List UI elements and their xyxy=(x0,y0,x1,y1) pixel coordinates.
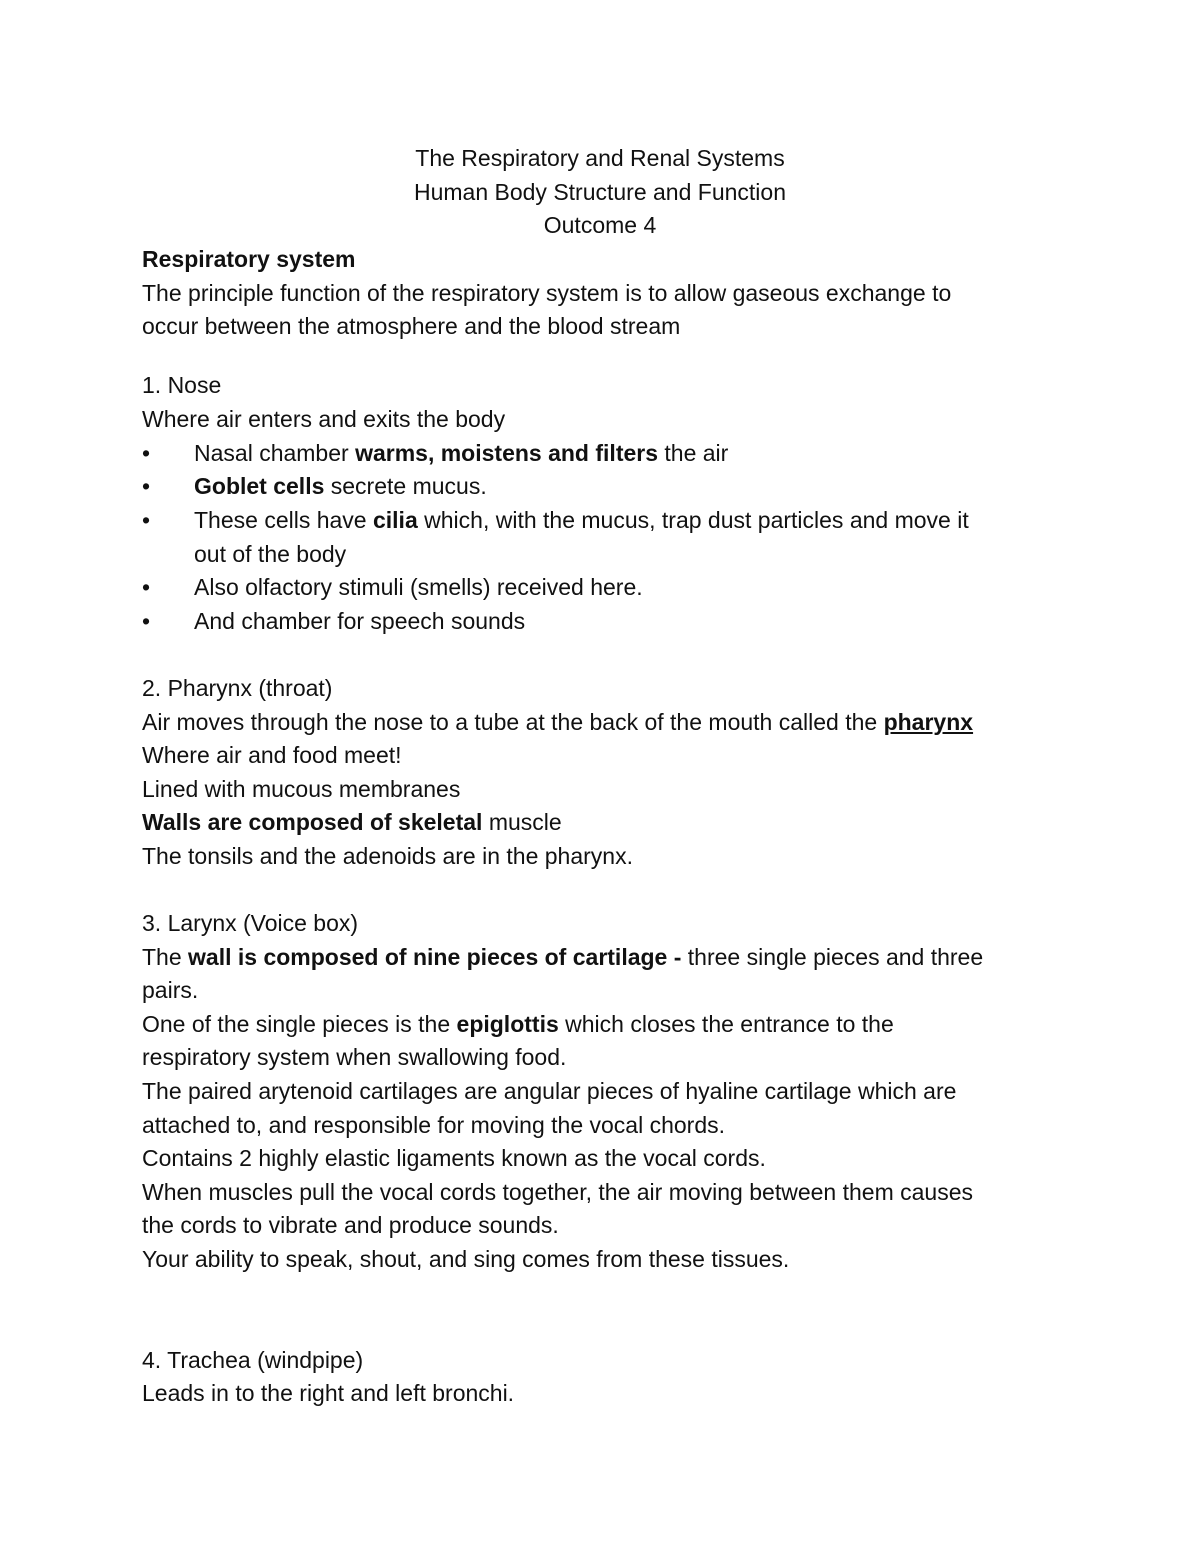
document-subtitle: Human Body Structure and Function xyxy=(413,179,787,205)
section-heading-nose: 1. Nose xyxy=(142,372,222,398)
pharynx-line: The tonsils and the adenoids are in the pharynx. xyxy=(142,843,633,869)
larynx-line: pairs. xyxy=(142,977,199,1003)
bullet-icon: • xyxy=(142,473,151,499)
nose-bullet-text: These cells have cilia which, with the mucus, trap dust particles and move it xyxy=(194,507,969,533)
nose-bullet-text: Nasal chamber warms, moistens and filters the air xyxy=(194,440,729,466)
nose-bullet-text: Goblet cells secrete mucus. xyxy=(194,473,487,499)
pharynx-term: pharynx xyxy=(883,709,974,735)
section-heading-pharynx: 2. Pharynx (throat) xyxy=(142,675,333,701)
nose-description: Where air enters and exits the body xyxy=(142,406,506,432)
bullet-icon: • xyxy=(142,440,151,466)
intro-line: The principle function of the respiratory system is to allow gaseous exchange to xyxy=(142,280,952,306)
larynx-line: One of the single pieces is the epiglottis which closes the entrance to the xyxy=(142,1011,894,1037)
bullet-icon: • xyxy=(142,507,151,533)
section-heading-trachea: 4. Trachea (windpipe) xyxy=(142,1347,364,1373)
pharynx-line: Air moves through the nose to a tube at the back of the mouth called the pharynx xyxy=(142,709,974,735)
section-heading-respiratory: Respiratory system xyxy=(142,246,356,272)
larynx-line: The wall is composed of nine pieces of cartilage - three single pieces and three xyxy=(142,944,984,970)
larynx-line: Your ability to speak, shout, and sing comes from these tissues. xyxy=(142,1246,790,1272)
pharynx-line: Lined with mucous membranes xyxy=(142,776,461,802)
bullet-icon: • xyxy=(142,608,151,634)
pharynx-line: Walls are composed of skeletal muscle xyxy=(142,809,562,835)
intro-line: occur between the atmosphere and the blood stream xyxy=(142,313,681,339)
larynx-line: Contains 2 highly elastic ligaments known as the vocal cords. xyxy=(142,1145,766,1171)
larynx-line: attached to, and responsible for moving the vocal chords. xyxy=(142,1112,726,1138)
nose-bullet-text: And chamber for speech sounds xyxy=(194,608,526,634)
larynx-line: respiratory system when swallowing food. xyxy=(142,1044,567,1070)
section-heading-larynx: 3. Larynx (Voice box) xyxy=(142,910,359,936)
bullet-icon: • xyxy=(142,574,151,600)
trachea-line: Leads in to the right and left bronchi. xyxy=(142,1380,515,1406)
nose-bullet-text: Also olfactory stimuli (smells) received here. xyxy=(194,574,643,600)
document-title: The Respiratory and Renal Systems xyxy=(415,145,785,171)
nose-bullet-continuation: out of the body xyxy=(194,541,347,567)
larynx-line: The paired arytenoid cartilages are angular pieces of hyaline cartilage which are xyxy=(142,1078,957,1104)
larynx-line: When muscles pull the vocal cords together, the air moving between them causes xyxy=(142,1179,973,1205)
larynx-line: the cords to vibrate and produce sounds. xyxy=(142,1212,559,1238)
pharynx-line: Where air and food meet! xyxy=(142,742,402,768)
document-outcome: Outcome 4 xyxy=(543,212,657,238)
